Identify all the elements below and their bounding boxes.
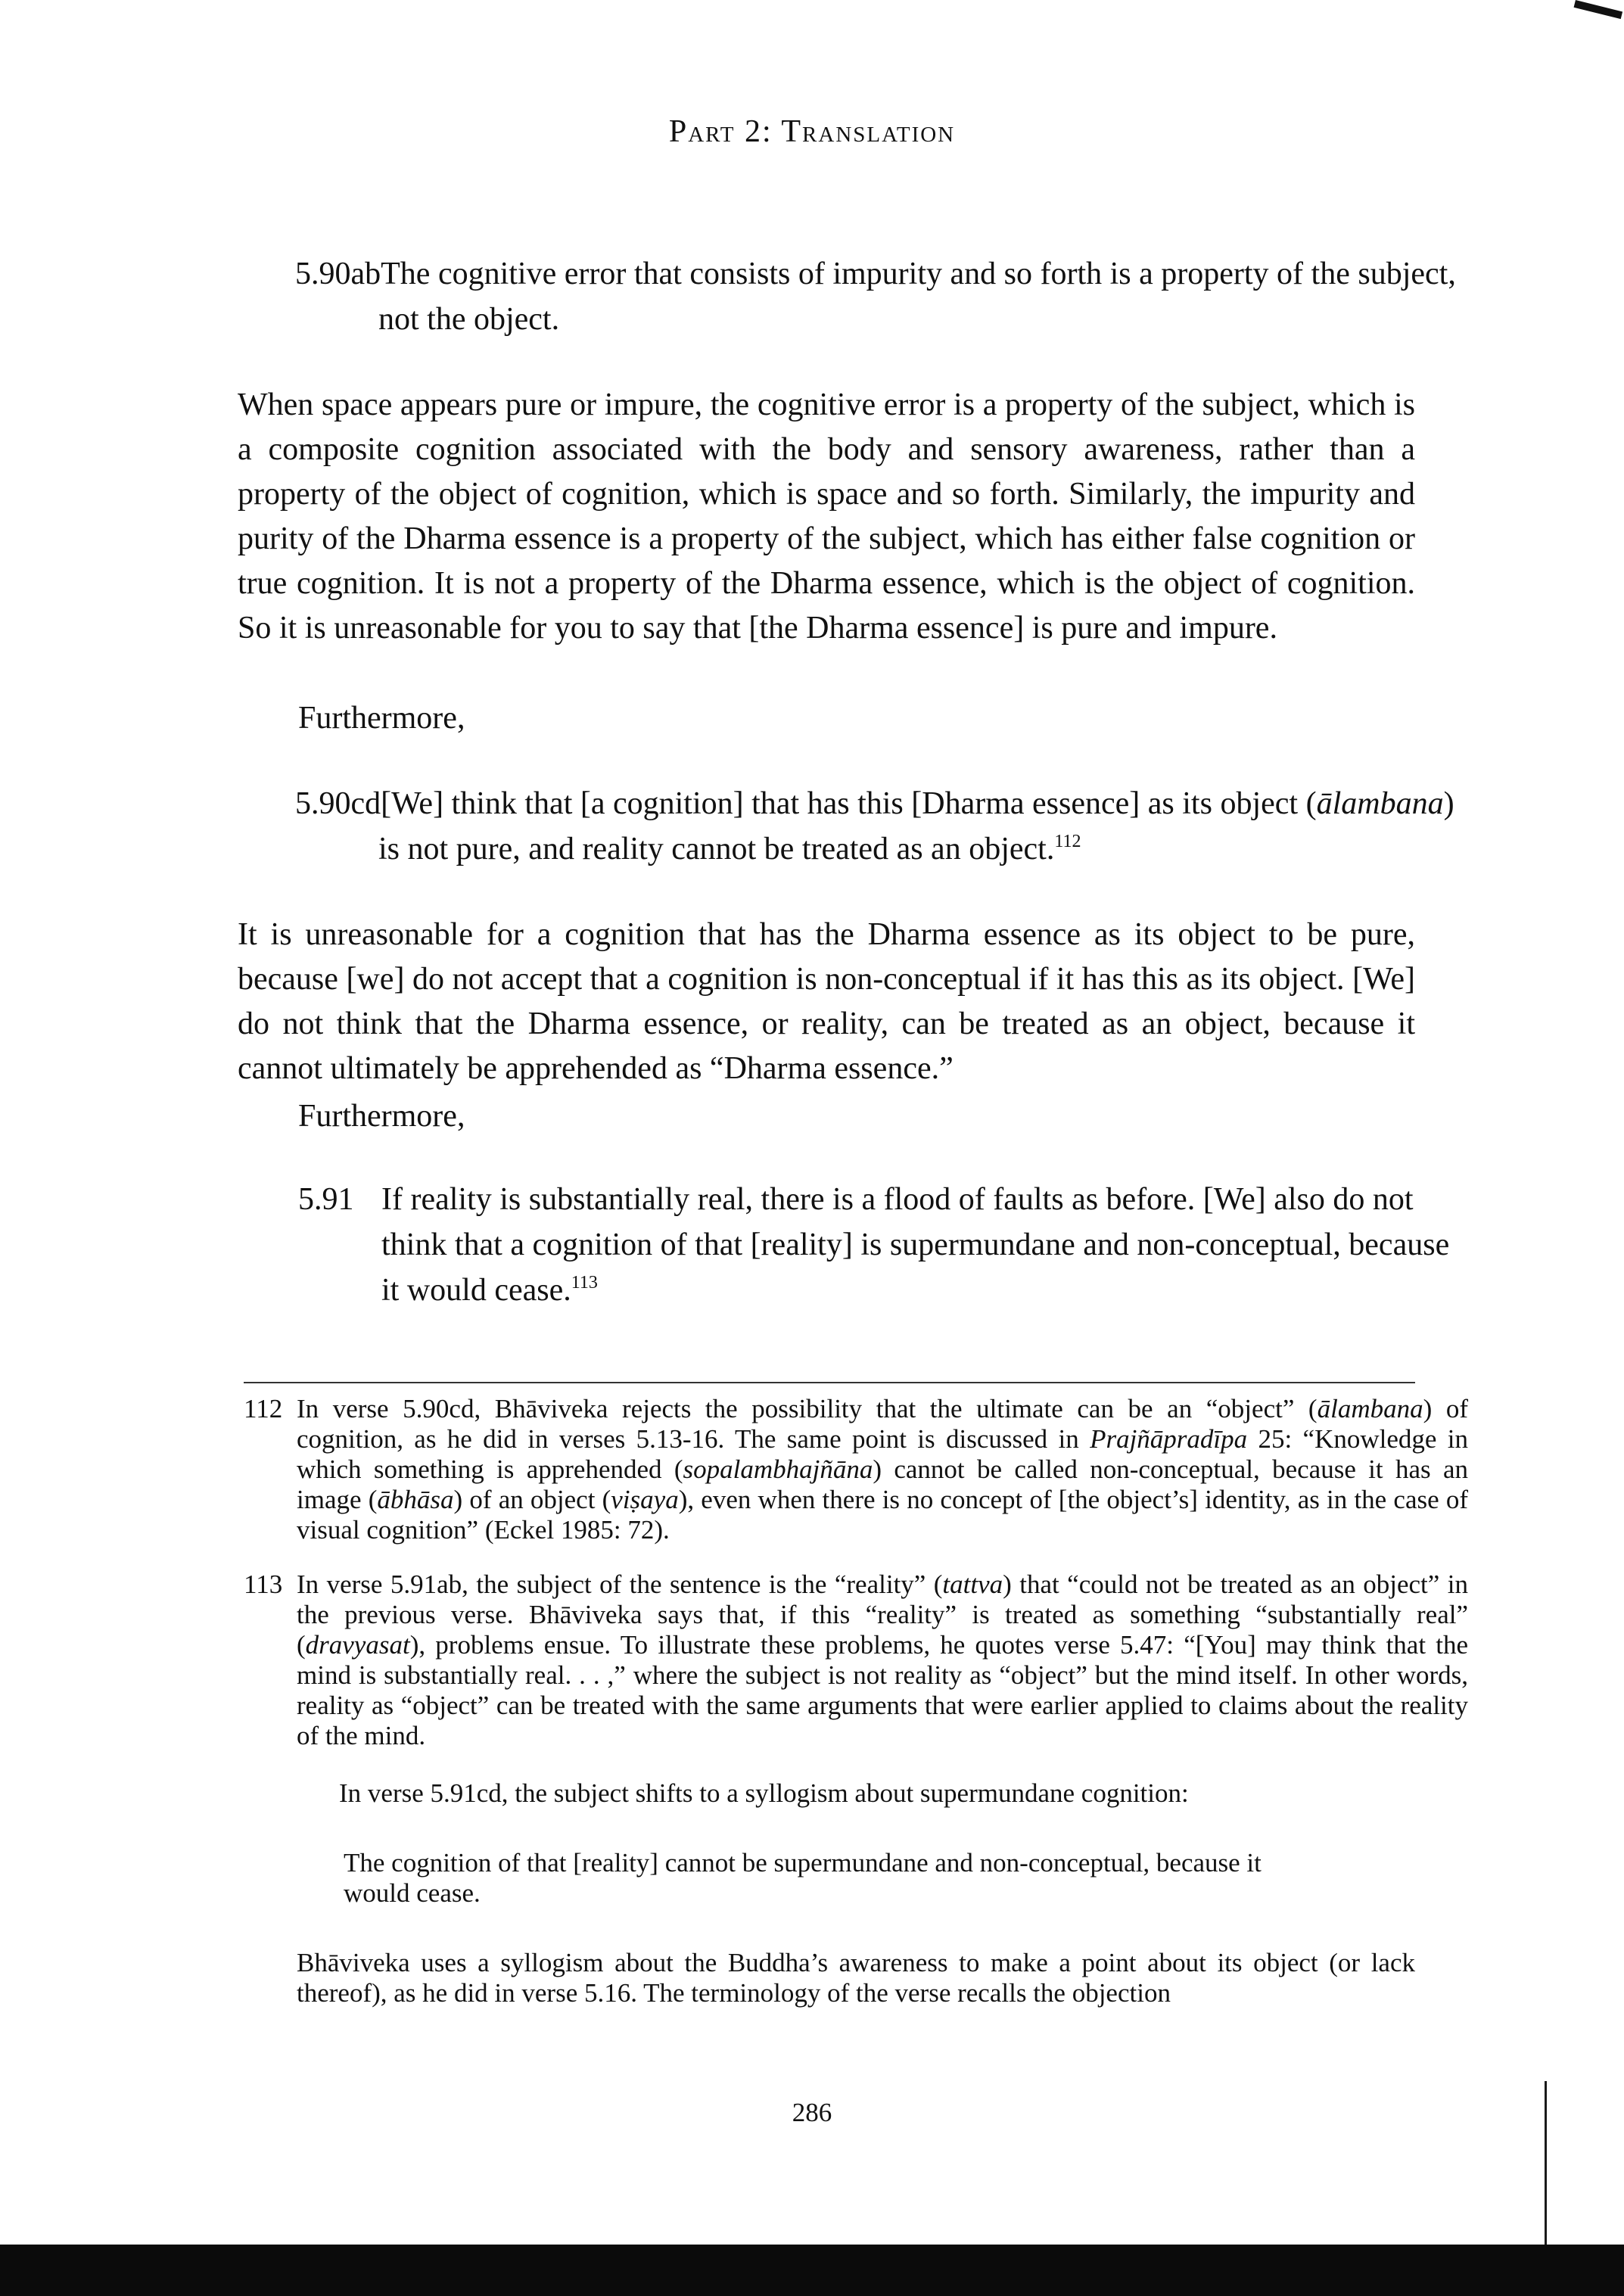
- footnote-text: ) of cognition, as he did in verses 5.13-16. The same point is discussed in: [297, 1394, 1468, 1454]
- footnote-113: [244, 1570, 1468, 1751]
- page-edge-line: [1545, 2081, 1547, 2245]
- footnote-text: ) that “could not be treated as an object” in the previous verse. Bhāviveka says that, if this “reality” is treated as something “substantially real” (: [297, 1570, 1468, 1660]
- footnote-number: 112: [244, 1394, 283, 1423]
- footnote-113-quote: The cognition of that [reality] cannot be supermundane and non-conceptual, because it would cease.: [344, 1848, 1262, 1908]
- verse-5-91: [298, 1177, 1456, 1313]
- verse-number: 5.90ab: [295, 257, 381, 291]
- verse-text: If reality is substantially real, there is a flood of faults as before. [We] also do not think that a cognition of that [reality] is supermundane and non-conceptual, because it would cease.: [381, 1182, 1450, 1308]
- verse-text-a: [We] think that [a cognition] that has this [Dharma essence] as its object (: [381, 786, 1317, 821]
- paragraph-2: It is unreasonable for a cognition that has the Dharma essence as its object to be pure, because [we] do not accept that a cognition is non-conceptual if it has this as its object. [We] do not think that the Dharma essence, or reality, can be treated as an object, because it cannot ultimately be apprehended as “Dharma essence.”: [238, 917, 1415, 1086]
- footnote-term: sopalambhajñāna: [683, 1454, 873, 1484]
- verse-number: 5.90cd: [295, 786, 381, 821]
- verse-term: ālambana: [1316, 786, 1444, 821]
- footnote-separator: [244, 1382, 1415, 1383]
- footnote-text: ), problems ensue. To illustrate these problems, he quotes verse 5.47: “[You] may think that the mind is substantially real. . . ,” where the subject is not reality as “object” but the mind itself. In other words, reality as “object” can be treated with the same arguments that were earlier applied to claims about the reality of the mind.: [297, 1630, 1468, 1750]
- footnote-text: 25: “Knowledge in which something is apprehended (: [297, 1424, 1468, 1484]
- footnote-text: ) cannot be called non-conceptual, because it has an image (: [297, 1454, 1468, 1514]
- footnote-term: ālambana: [1317, 1394, 1423, 1423]
- footnote-term: ābhāsa: [377, 1485, 454, 1514]
- footnote-number: 113: [244, 1570, 283, 1599]
- scan-corner-mark: [1574, 0, 1623, 19]
- footnote-text: ) of an object (: [453, 1485, 611, 1514]
- footnote-term: dravyasat: [305, 1630, 410, 1660]
- scan-bottom-edge: [0, 2245, 1624, 2296]
- furthermore-1: Furthermore,: [298, 701, 465, 736]
- running-head: Part 2: Translation: [668, 114, 956, 149]
- footnote-112: [244, 1394, 1468, 1545]
- paragraph-1: When space appears pure or impure, the cognitive error is a property of the subject, which is a composite cognition associated with the body and sensory awareness, rather than a property of the object of cognition, which is space and so forth. Similarly, the impurity and purity of the Dharma essence is a property of the subject, which has either false cognition or true cognition. It is not a property of the Dharma essence, which is the object of cognition. So it is unreasonable for you to say that [the Dharma essence] is pure and impure.: [238, 387, 1415, 646]
- footnote-text: ), even when there is no concept of [the object’s] identity, as in the case of visual cognition” (Eckel 1985: 72).: [297, 1485, 1468, 1545]
- footnote-title: Prajñāpradīpa: [1090, 1424, 1248, 1454]
- footnote-ref-112[interactable]: 112: [1054, 832, 1081, 851]
- page-number: 286: [792, 2098, 832, 2127]
- footnote-113-paragraph-3: Bhāviveka uses a syllogism about the Buddha’s awareness to make a point about its object (or lack thereof), as he did in verse 5.16. The terminology of the verse recalls the objection: [297, 1948, 1415, 2008]
- footnote-ref-113[interactable]: 113: [571, 1273, 598, 1293]
- footnote-text: In verse 5.90cd, Bhāviveka rejects the possibility that the ultimate can be an “object” (: [297, 1394, 1318, 1423]
- verse-text-b: ) is not pure, and reality cannot be treated as an object.: [378, 786, 1454, 866]
- verse-number: 5.91: [298, 1182, 354, 1217]
- footnote-term: viṣaya: [611, 1485, 679, 1514]
- furthermore-2: Furthermore,: [298, 1099, 465, 1134]
- footnote-term: tattva: [942, 1570, 1003, 1599]
- verse-text: The cognitive error that consists of impurity and so forth is a property of the subject, not the object.: [378, 257, 1456, 337]
- footnote-113-paragraph-2: In verse 5.91cd, the subject shifts to a syllogism about supermundane cognition:: [339, 1778, 1189, 1808]
- footnote-text: In verse 5.91ab, the subject of the sentence is the “reality” (: [297, 1570, 943, 1599]
- verse-5-90ab: [295, 251, 1476, 342]
- verse-5-90cd: [295, 781, 1461, 872]
